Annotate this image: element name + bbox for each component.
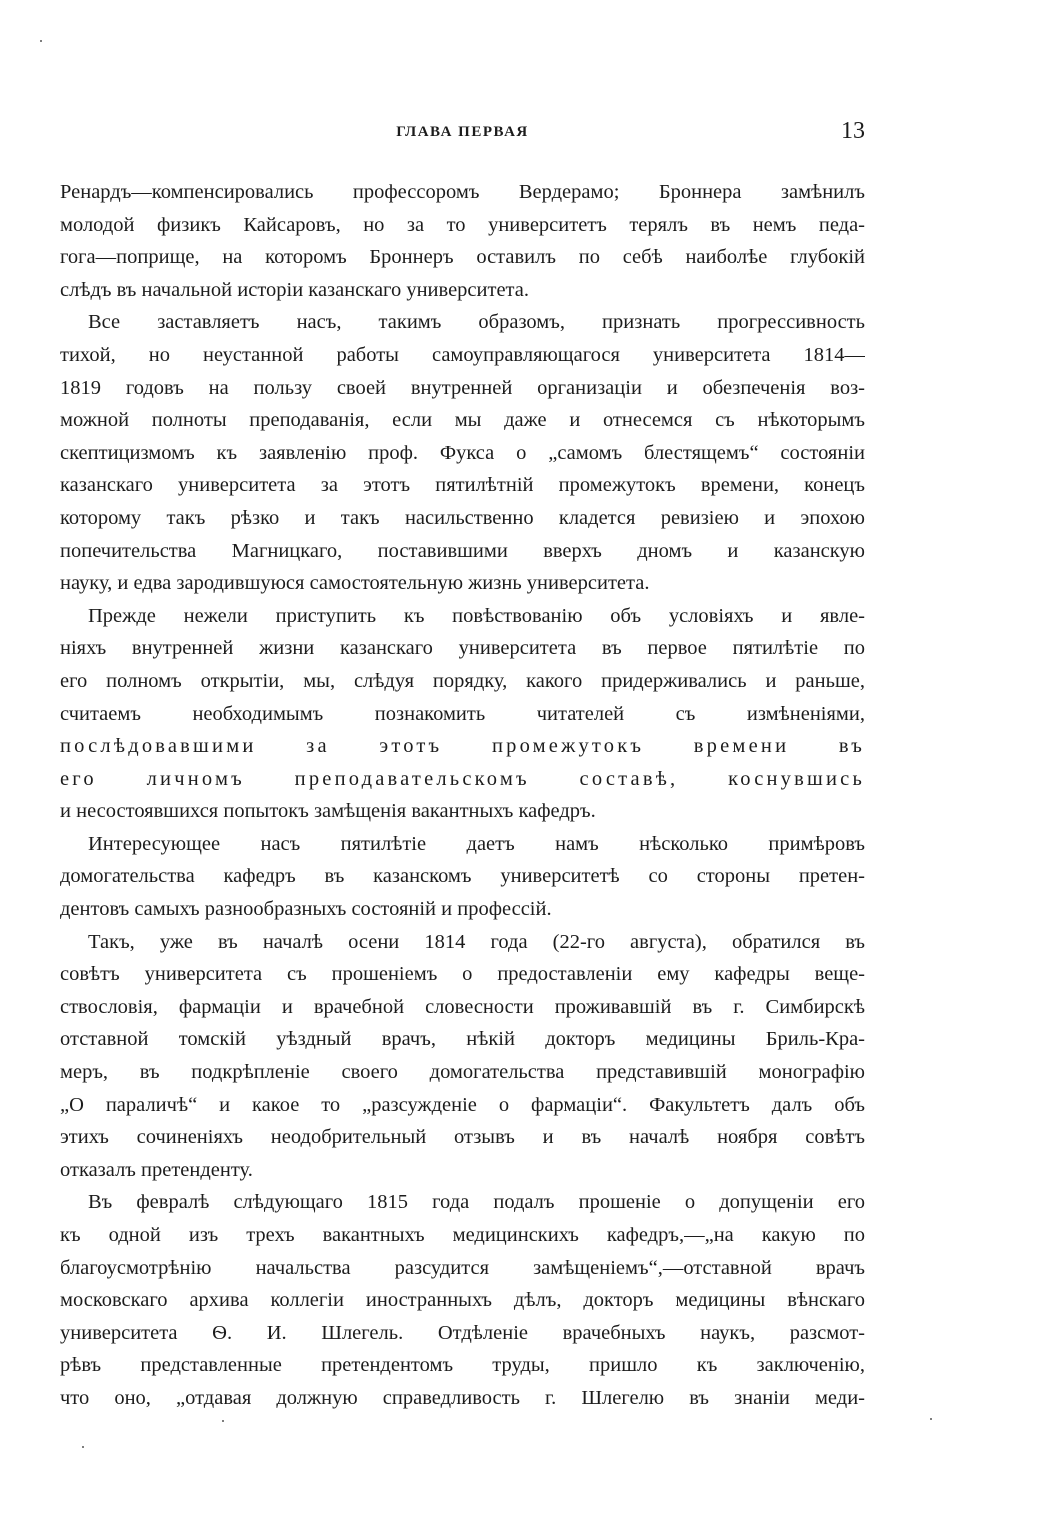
- text-line: науку, и едва зародившуюся самостоятельную жизнь университета.: [60, 572, 650, 595]
- text-line: можной полноты преподаванія, если мы даже и отнесемся съ нѣкоторымъ: [60, 409, 865, 432]
- text-line: этихъ сочиненіяхъ неодобрительный отзывъ и въ началѣ ноября совѣтъ: [60, 1126, 865, 1149]
- text-line: меръ, въ подкрѣпленіе своего домогательства представившій монографію: [60, 1061, 865, 1084]
- text-line: къ одной изъ трехъ вакантныхъ медицинскихъ кафедръ,—„на какую по: [60, 1224, 865, 1246]
- paper-speck: [930, 1418, 932, 1420]
- text-line: отставной томскій уѣздный врачъ, нѣкій докторъ медицины Бриль-Кра-: [60, 1028, 865, 1051]
- text-line: Прежде нежели приступить къ повѣствованію объ условіяхъ и явле-: [88, 604, 865, 627]
- text-line: Интересующее насъ пятилѣтіе даетъ намъ нѣсколько примѣровъ: [88, 832, 865, 855]
- text-line: тихой, но неустанной работы самоуправляющагося университета 1814—: [60, 343, 865, 366]
- text-line: скептицизмомъ къ заявленію проф. Фукса о „самомъ блестящемъ“ состояніи: [60, 441, 865, 464]
- text-line: его личномъ преподавательскомъ составѣ, коснувшись: [60, 767, 865, 790]
- text-line: его полномъ открытіи, мы, слѣдуя порядку, какого придерживались и раньше,: [60, 669, 865, 692]
- text-line: ніяхъ внутренней жизни казанскаго университета въ первое пятилѣтіе по: [60, 637, 865, 660]
- text-line: университета Ѳ. И. Шлегель. Отдѣленіе врачебныхъ наукъ, разсмот-: [60, 1321, 865, 1344]
- paper-speck: [222, 1420, 224, 1422]
- chapter-title: ГЛАВА ПЕРВАЯ: [396, 124, 529, 140]
- text-line: дентовъ самыхъ разнообразныхъ состояній и профессій.: [60, 898, 552, 921]
- text-line: послѣдовавшими за этотъ промежутокъ времени въ: [60, 735, 865, 758]
- text-line: Въ февралѣ слѣдующаго 1815 года подалъ прошеніе о допущеніи его: [88, 1191, 865, 1214]
- text-line: гога—поприще, на которомъ Броннеръ оставилъ по себѣ наиболѣе глубокій: [60, 246, 865, 269]
- text-line: слѣдъ въ начальной исторіи казанскаго университета.: [60, 278, 529, 301]
- text-line: отказалъ претенденту.: [60, 1158, 253, 1181]
- text-line: казанскаго университета за этотъ пятилѣтній промежутокъ времени, конецъ: [60, 474, 865, 497]
- text-line: попечительства Магницкаго, поставившими вверхъ дномъ и казанскую: [60, 539, 865, 562]
- text-line: „О параличѣ“ и какое то „разсужденіе о фармаціи“. Факультетъ далъ объ: [60, 1093, 865, 1116]
- text-line: которому такъ рѣзко и такъ насильственно кладется ревизіею и эпохою: [60, 506, 865, 529]
- text-line: московскаго архива коллегіи иностранныхъ дѣлъ, докторъ медицины вѣнскаго: [60, 1289, 865, 1312]
- paper-speck: [82, 1446, 84, 1448]
- text-line: считаемъ необходимымъ познакомить читателей съ измѣненіями,: [60, 702, 865, 725]
- text-line: Ренардъ—компенсировались профессоромъ Вердерамо; Броннера замѣнилъ: [60, 181, 865, 203]
- text-line: Такъ, уже въ началѣ осени 1814 года (22-го августа), обратился въ: [88, 930, 865, 953]
- text-line: совѣтъ университета съ прошеніемъ о предоставленіи ему кафедры веще-: [60, 963, 865, 986]
- running-header: [60, 118, 865, 148]
- text-line: 1819 годовъ на пользу своей внутренней организаціи и обезпеченія воз-: [60, 376, 865, 399]
- text-line: домогательства кафедръ въ казанскомъ университетѣ со стороны претен-: [60, 865, 865, 888]
- text-line: и несостоявшихся попытокъ замѣщенія вакантныхъ кафедръ.: [60, 800, 596, 823]
- text-line: ствословія, фармаціи и врачебной словесности проживавшій въ г. Симбирскѣ: [60, 995, 865, 1018]
- text-line: Все заставляетъ насъ, такимъ образомъ, признать прогрессивность: [88, 311, 865, 334]
- page-number: 13: [841, 118, 865, 144]
- text-line: благоусмотрѣнію начальства разсудится замѣщеніемъ“,—отставной врачъ: [60, 1256, 865, 1279]
- paper-speck: [40, 40, 42, 42]
- text-line: рѣвъ представленные претендентомъ труды, пришло къ заключенію,: [60, 1354, 865, 1377]
- text-line: что оно, „отдавая должную справедливость г. Шлегелю въ знаніи меди-: [60, 1386, 865, 1409]
- text-line: молодой физикъ Кайсаровъ, но за то университетъ терялъ въ немъ педа-: [60, 213, 865, 236]
- text-body: [60, 176, 865, 1415]
